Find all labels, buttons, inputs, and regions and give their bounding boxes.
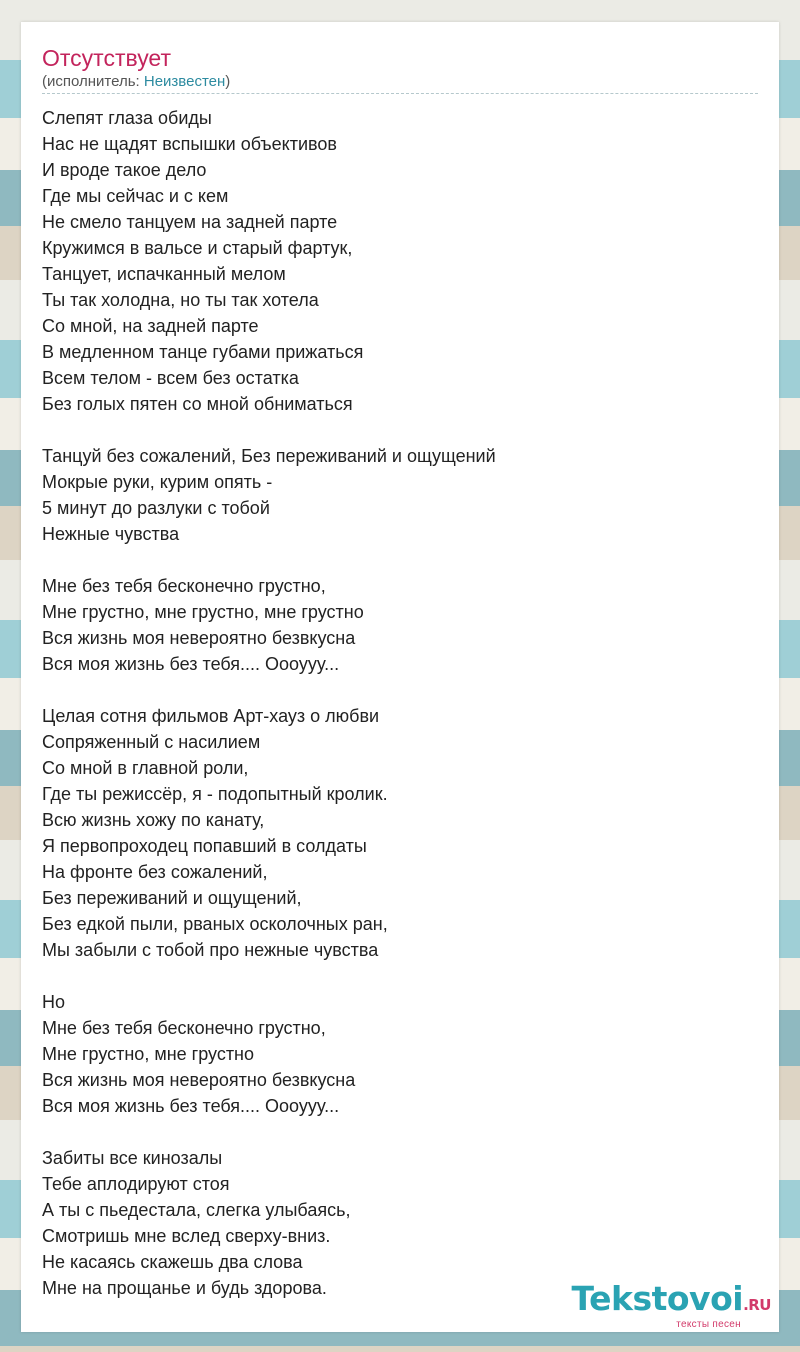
lyric-line: Вся жизнь моя невероятно безвкусна (42, 628, 356, 648)
lyric-line: И вроде такое дело (42, 160, 207, 180)
lyric-line: Мне грустно, мне грустно (42, 1044, 255, 1064)
lyric-line: Не касаясь скажешь два слова (42, 1252, 303, 1272)
artist-prefix: (исполнитель: (42, 73, 144, 90)
lyric-line: Я первопроходец попавший в солдаты (42, 836, 367, 856)
artist-line (42, 72, 230, 92)
lyric-line: Вся жизнь моя невероятно безвкусна (42, 1070, 356, 1090)
lyric-line: Вся моя жизнь без тебя.... Оооууу... (42, 1096, 340, 1116)
lyric-blank-line (42, 417, 758, 443)
site-logo[interactable] (571, 1279, 771, 1330)
lyric-line: Мы забыли с тобой про нежные чувства (42, 940, 379, 960)
lyric-line: Танцуй без сожалений, Без переживаний и ощущений (42, 446, 496, 466)
lyric-line: Со мной в главной роли, (42, 758, 249, 778)
artist-link[interactable]: Неизвестен (143, 73, 226, 90)
lyric-line: А ты с пьедестала, слегка улыбаясь, (42, 1200, 351, 1220)
lyric-blank-line (42, 1119, 758, 1145)
lyric-line: Танцует, испачканный мелом (42, 264, 286, 284)
logo-wordmark (571, 1279, 771, 1322)
lyric-line: Всю жизнь хожу по канату, (42, 810, 265, 830)
lyric-line: Без голых пятен со мной обниматься (42, 394, 353, 414)
lyric-blank-line (42, 963, 758, 989)
lyric-line: Забиты все кинозалы (42, 1148, 223, 1168)
lyric-line: Со мной, на задней парте (42, 316, 259, 336)
lyric-line: 5 минут до разлуки с тобой (42, 498, 270, 518)
lyric-line: Смотришь мне вслед сверху-вниз. (42, 1226, 331, 1246)
artist-suffix: ) (225, 73, 231, 90)
lyric-line: Всем телом - всем без остатка (42, 368, 299, 388)
lyric-line: Слепят глаза обиды (42, 108, 212, 128)
lyric-line: Но (42, 992, 66, 1012)
lyric-line: Целая сотня фильмов Арт-хауз о любви (42, 706, 380, 726)
lyric-line: Мне без тебя бесконечно грустно, (42, 576, 326, 596)
lyric-line: Мне грустно, мне грустно, мне грустно (42, 602, 364, 622)
lyric-line: Без едкой пыли, рваных осколочных ран, (42, 914, 388, 934)
lyric-line: Кружимся в вальсе и старый фартук, (42, 238, 353, 258)
lyric-line: В медленном танце губами прижаться (42, 342, 364, 362)
lyric-line: Нежные чувства (42, 524, 180, 544)
lyric-line: Сопряженный с насилием (42, 732, 261, 752)
lyric-line: Где мы сейчас и с кем (42, 186, 229, 206)
logo-tagline: тексты песен (676, 1319, 741, 1330)
header-divider (42, 93, 758, 94)
lyric-line: Без переживаний и ощущений, (42, 888, 302, 908)
lyric-line: Не смело танцуем на задней парте (42, 212, 338, 232)
lyric-blank-line (42, 547, 758, 573)
lyric-line: Мокрые руки, курим опять - (42, 472, 273, 492)
lyric-line: Тебе аплодируют стоя (42, 1174, 230, 1194)
lyric-line: Мне без тебя бесконечно грустно, (42, 1018, 326, 1038)
lyric-line: На фронте без сожалений, (42, 862, 268, 882)
logo-tld: .RU (743, 1296, 771, 1314)
lyric-line: Вся моя жизнь без тебя.... Оооууу... (42, 654, 340, 674)
lyric-line: Где ты режиссёр, я - подопытный кролик. (42, 784, 388, 804)
song-title: Отсутствует (42, 45, 171, 71)
lyrics-card (21, 22, 779, 1332)
lyrics-body (42, 105, 758, 1301)
lyric-line: Мне на прощанье и будь здорова. (42, 1278, 327, 1298)
logo-main-text: Tekstovoi (571, 1279, 744, 1318)
lyric-blank-line (42, 677, 758, 703)
lyric-line: Ты так холодна, но ты так хотела (42, 290, 319, 310)
lyric-line: Нас не щадят вспышки объективов (42, 134, 337, 154)
